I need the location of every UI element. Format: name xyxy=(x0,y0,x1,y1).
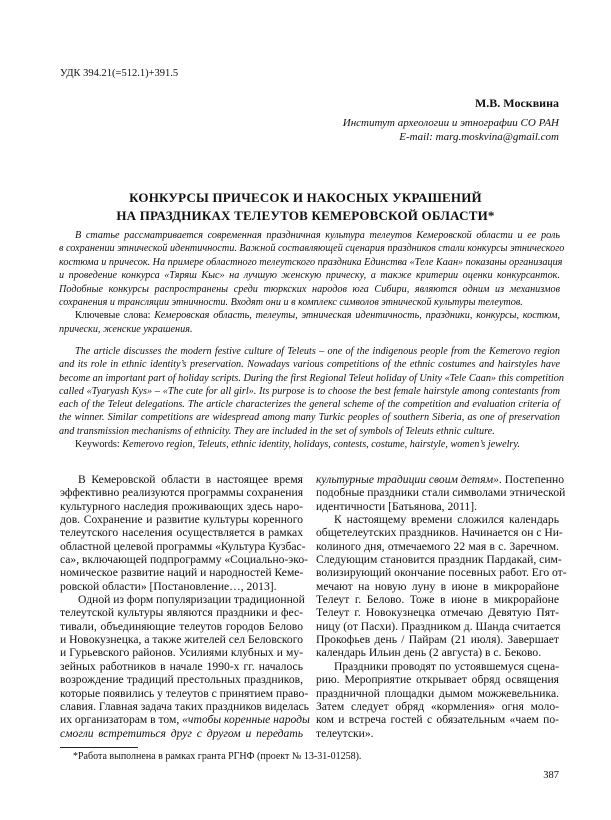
footnote: *Работа выполнена в рамках гранта РГНФ (проект № 13-31-01258). xyxy=(73,751,362,762)
text-segment: Кемеровская область, телеуты, этническая идентичность, праздники, конкурсы, костюм, xyxy=(154,310,561,322)
paragraph xyxy=(316,473,566,513)
text-line: Следующим становится праздник Пардакай, сим- xyxy=(316,553,562,567)
text-line: and transmission mechanisms of ethnicity. They are included in the set of symbols of Teleuts ethnic culture. xyxy=(59,425,495,437)
paragraph xyxy=(59,438,560,451)
text-line: В Кемеровской области в настоящее время xyxy=(78,473,303,486)
text-line: культурного наследия проживающих здесь наро- xyxy=(60,499,303,513)
text-line: телеутского населения осуществляется в рамках xyxy=(60,526,303,540)
text-line: эффективно реализуются программы сохранения xyxy=(60,486,304,500)
text-line xyxy=(316,473,565,486)
text-line: и Гурьевского районов. Усилиями клубных и му- xyxy=(60,646,303,660)
paragraph xyxy=(59,309,560,336)
text-line: и проведение конкурса «Тяряш Кыс» на лучшую женскую прическу, а также критерии оценки конкурсанток. xyxy=(59,270,560,282)
text-line: each of the Teleut delegations. The article characterizes the general scheme of the competition and evaluation criteria of xyxy=(59,399,560,411)
text-line: в сохранении этнической идентичности. Важной составляющей сценария праздников стали конкурсы этнического xyxy=(59,243,565,255)
text-segment: Keywords: xyxy=(75,439,123,451)
paragraph xyxy=(59,229,565,309)
text-line: ком и встреча гостей с обязательным «чаем по- xyxy=(316,713,559,727)
text-line: Телеут г. Новокузнецка отмечаю Девятую Пят- xyxy=(316,606,559,620)
text-line xyxy=(59,438,560,451)
body-column-left xyxy=(60,473,310,740)
text-line: которые появились у телеутов с принятием право- xyxy=(60,686,309,700)
text-segment: культурные традиции своим детям» xyxy=(316,473,499,486)
text-line: сохранения и трансляции этничности. Входят они и в комплекс символов этнической культуры телеутов. xyxy=(59,297,523,309)
abstract-russian xyxy=(59,229,565,336)
text-segment: смогли встретиться друг с другом и передать xyxy=(60,726,303,740)
text-line: телеутской культуры являются праздники и фес- xyxy=(60,606,303,620)
text-segment: Kemerovo region, Teleuts, ethnic identity, holidays, contests, costume, hairstyle, women’s jewelry. xyxy=(122,439,520,451)
text-line: рию. Мероприятие открывает обряд освящения xyxy=(316,673,559,687)
text-line: Одной из форм популяризации традиционной xyxy=(78,593,305,607)
paragraph xyxy=(60,473,308,593)
text-line: дов. Сохранение и развитие культуры коренного xyxy=(60,513,303,527)
text-segment: . Постепенно xyxy=(498,473,565,486)
abstract-english xyxy=(59,345,564,451)
text-line: са», включающей подпрограмму «Социально-эко- xyxy=(60,553,308,567)
text-line: become an important part of holiday scripts. During the first Regional Teleut holiday of Unity «Tele Caan» this competition xyxy=(59,372,564,384)
text-line: Прокофьев день / Пайрам (21 июля). Завершает xyxy=(316,633,559,647)
text-line: славия. Главная задача таких праздников виделась xyxy=(60,699,309,713)
author-name: М.В. Москвина xyxy=(474,96,559,110)
paragraph xyxy=(316,513,567,660)
text-line: колиного дня, отмечаемого 22 мая в с. Заречном. xyxy=(316,539,559,553)
text-line: мечают на новую луну в июне в микрорайоне xyxy=(316,579,559,593)
text-line: Затем следует обряд «кормления» огня моло- xyxy=(316,699,559,713)
text-segment: их организаторам в том, xyxy=(60,713,183,727)
text-line: номическое развитие наций и народностей Кеме- xyxy=(60,566,304,580)
text-line: тивали, объединяющие телеутов городов Белово xyxy=(60,619,303,633)
text-line: ницу (от Пасхи). Праздником д. Шанда считается xyxy=(316,619,561,633)
text-line: идентичности [Батьянова, 2011]. xyxy=(316,499,477,513)
text-line: and its role in ethnic identity’s preservation. Nowadays various competitions of the ethnic costumes and hairstyles have xyxy=(59,359,560,371)
text-line: called «Tyaryash Kys» – «The cute for all girl». Its purpose is to choose the best female hairstyle among contestants from xyxy=(59,385,560,397)
text-line: зейных работников в начале 1990-х гг. началось xyxy=(60,659,303,673)
text-line: прически, женские украшения. xyxy=(59,323,193,335)
paragraph xyxy=(316,660,559,740)
article-title xyxy=(0,189,611,225)
text-line: возрождение традиций престольных праздников, xyxy=(60,673,303,687)
body-column-right xyxy=(316,473,567,740)
text-line: праздничной площадки дымом можжевельника. xyxy=(316,686,559,700)
udk-code: УДК 394.21(=512.1)+391.5 xyxy=(60,68,179,79)
text-line: общетелеутских праздников. Начинается он с Ни- xyxy=(316,526,563,540)
paragraph xyxy=(59,345,564,438)
text-line: и Новокузнецка, а также жителей сел Беловского xyxy=(60,633,303,647)
text-line: The article discusses the modern festive culture of Teleuts – one of the indigenous people from the Kemerovo region xyxy=(75,346,560,357)
author-affiliation-block xyxy=(343,116,559,144)
text-line: В статье рассматривается современная праздничная культура телеутов Кемеровской области и ее роль xyxy=(75,230,560,241)
text-segment: Ключевые слова: xyxy=(75,310,155,322)
page-number: 387 xyxy=(543,770,559,781)
title-line: НА ПРАЗДНИКАХ ТЕЛЕУТОВ КЕМЕРОВСКОЙ ОБЛАСТИ* xyxy=(116,208,495,223)
text-line: подобные праздники стали символами этнической xyxy=(316,486,566,500)
title-line: КОНКУРСЫ ПРИЧЕСОК И НАКОСНЫХ УКРАШЕНИЙ xyxy=(129,190,482,205)
text-line xyxy=(60,713,310,727)
paragraph xyxy=(60,593,310,740)
text-line: Телеут г. Белово. Тоже в июне в микрорайоне xyxy=(316,593,559,607)
text-line xyxy=(59,309,560,322)
text-line: К настоящему времени сложился календарь xyxy=(334,513,559,527)
text-line xyxy=(60,727,303,740)
author-email: E-mail: marg.moskvina@gmail.com xyxy=(399,131,559,143)
text-line: телеутски». xyxy=(316,726,374,740)
text-line: the winner. Similar competitions are widespread among many Turkic peoples of southern Siberia, as one of preservation xyxy=(59,412,560,424)
text-line: календарь Ильин день (2 августа) в с. Беково. xyxy=(316,646,542,660)
affiliation: Институт археологии и этнографии СО РАН xyxy=(342,117,559,129)
footnote-divider xyxy=(60,747,138,748)
text-line: Подобные конкурсы распространены среди тюркских народов юга Сибири, являются одним из механизмов xyxy=(59,283,560,295)
text-segment: «чтобы коренные народы xyxy=(182,713,310,727)
text-line: костюма и причесок. На примере областного телеутского праздника Единства «Теле Каан» показаны организация xyxy=(59,256,563,268)
text-line: ровской области» [Постановление…, 2013]. xyxy=(60,579,277,593)
text-line: областной целевой программы «Культура Кузбас- xyxy=(60,539,306,553)
text-line: Праздники проводят по устоявшемуся сцена- xyxy=(334,659,559,673)
text-line: волизирующий окончание посевных работ. Его от- xyxy=(316,566,567,580)
